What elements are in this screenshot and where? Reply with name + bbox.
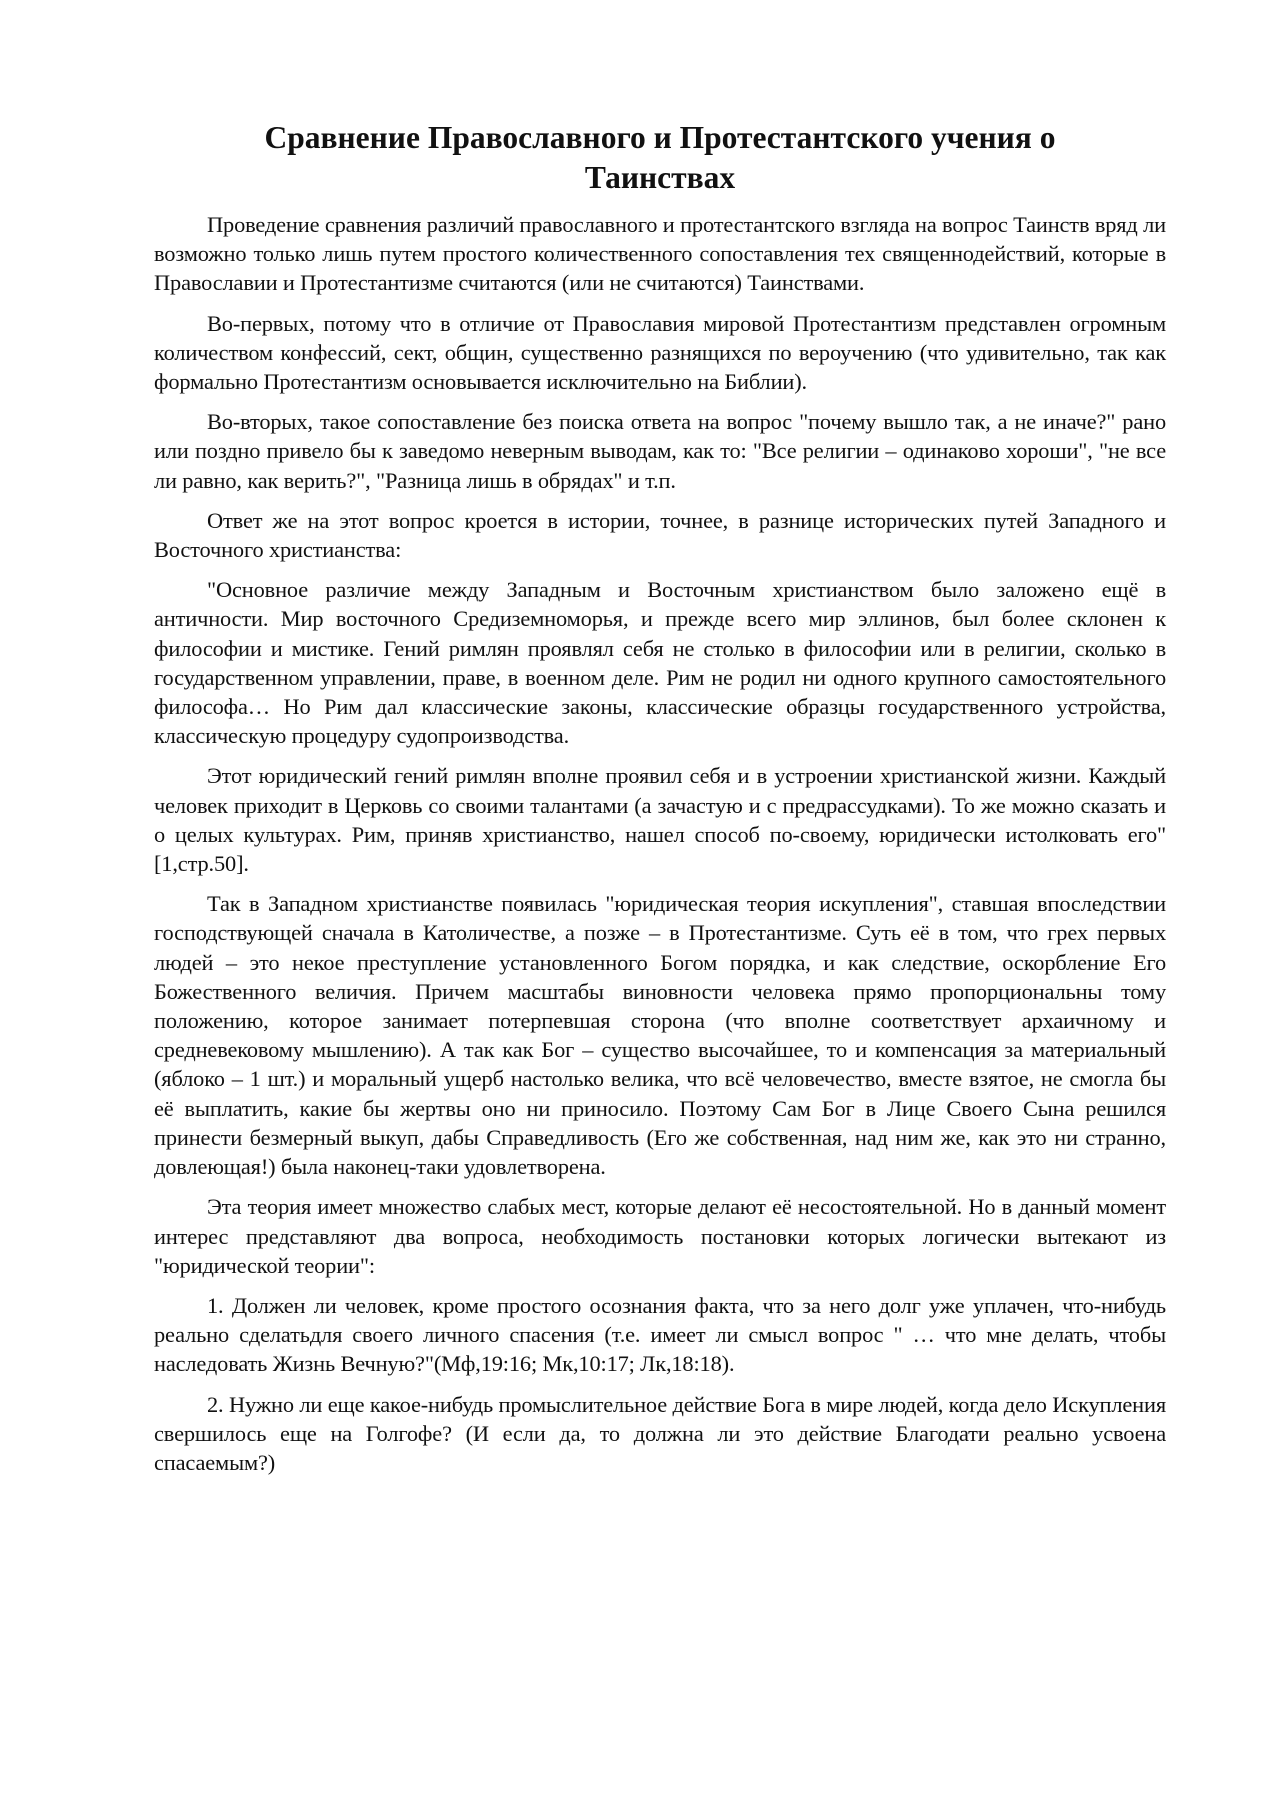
paragraph-juridical-theory: Так в Западном христианстве появилась "юридическая теория искупления", ставшая впоследствии господствующей сначала в Католичестве, а позже – в Протестантизме. Суть её в том, что грех первых людей – это некое преступление установленного Богом порядка, и как следствие, оскорбление Его Божественного величия. Причем масштабы виновности человека прямо пропорциональны тому положению, которое занимает потерпевшая сторона (что вполне соответствует архаичному и средневековому мышлению). А так как Бог – существо высочайшее, то и компенсация за материальный (яблоко – 1 шт.) и моральный ущерб настолько велика, что всё человечество, вместе взятое, не смогла бы её выплатить, какие бы жертвы оно ни приносило. Поэтому Сам Бог в Лице Своего Сына решился принести безмерный выкуп, дабы Справедливость (Его же собственная, над ним же, как это ни странно, довлеющая!) была наконец-таки удовлетворена.: [154, 891, 1166, 1180]
paragraph-weak-points: Эта теория имеет множество слабых мест, которые делают её несостоятельной. Но в данный момент интерес представляют два вопроса, необходимость постановки которых логически вытекают из "юридической теории":: [154, 1194, 1166, 1278]
paragraph-question-2: 2. Нужно ли еще какое-нибудь промыслительное действие Бога в мире людей, когда дело Искупления свершилось еще на Голгофе? (И если да, то должна ли это действие Благодати реально усвоена спасаемым?): [154, 1391, 1166, 1475]
paragraph-quote-end: Этот юридический гений римлян вполне проявил себя и в устроении христианской жизни. Каждый человек приходит в Церковь со своими талантами (а зачастую и с предрассудками). То же можно сказать и о целых культурах. Рим, приняв христианство, нашел способ по-своему, юридически истолковать его"[1,стр.50].: [154, 763, 1166, 877]
document-page: [154, 118, 1166, 1488]
paragraph-first-reason: Во-первых, потому что в отличие от Православия мировой Протестантизм представлен огромным количеством конфессий, сект, общин, существенно разнящихся по вероучению (что удивительно, так как формально Протестантизм основывается исключительно на Библии).: [154, 310, 1166, 395]
paragraph-intro: Проведение сравнения различий православного и протестантского взгляда на вопрос Таинств вряд ли возможно только лишь путем простого количественного сопоставления тех священнодействий, которые в Православии и Протестантизме считаются (или не считаются) Таинствами.: [154, 212, 1166, 296]
page-title: [154, 118, 1166, 198]
title-line-2: Таинствах: [584, 160, 736, 195]
paragraph-second-reason: Во-вторых, такое сопоставление без поиска ответа на вопрос "почему вышло так, а не иначе?" рано или поздно привело бы к заведомо неверным выводам, как то: "Все религии – одинаково хороши", "не все ли равно, как верить?", "Разница лишь в обрядах" и т.п.: [154, 409, 1166, 493]
title-line-1: Сравнение Православного и Протестантского учения о: [264, 120, 1056, 155]
paragraph-question-1: 1. Должен ли человек, кроме простого осознания факта, что за него долг уже уплачен, что-нибудь реально сделатьдля своего личного спасения (т.е. имеет ли смысл вопрос " … что мне делать, чтобы наследовать Жизнь Вечную?"(Мф,19:16; Мк,10:17; Лк,18:18).: [154, 1292, 1166, 1377]
paragraph-answer: Ответ же на этот вопрос кроется в истории, точнее, в разнице исторических путей Западного и Восточного христианства:: [154, 507, 1166, 563]
paragraph-quote-start: "Основное различие между Западным и Восточным христианством было заложено ещё в античности. Мир восточного Средиземноморья, и прежде всего мир эллинов, был более склонен к философии и мистике. Гений римлян проявлял себя не столько в философии или в религии, сколько в государственном управлении, праве, в военном деле. Рим не родил ни одного крупного самостоятельного философа… Но Рим дал классические законы, классические образцы государственного устройства, классическую процедуру судопроизводства.: [154, 577, 1166, 749]
